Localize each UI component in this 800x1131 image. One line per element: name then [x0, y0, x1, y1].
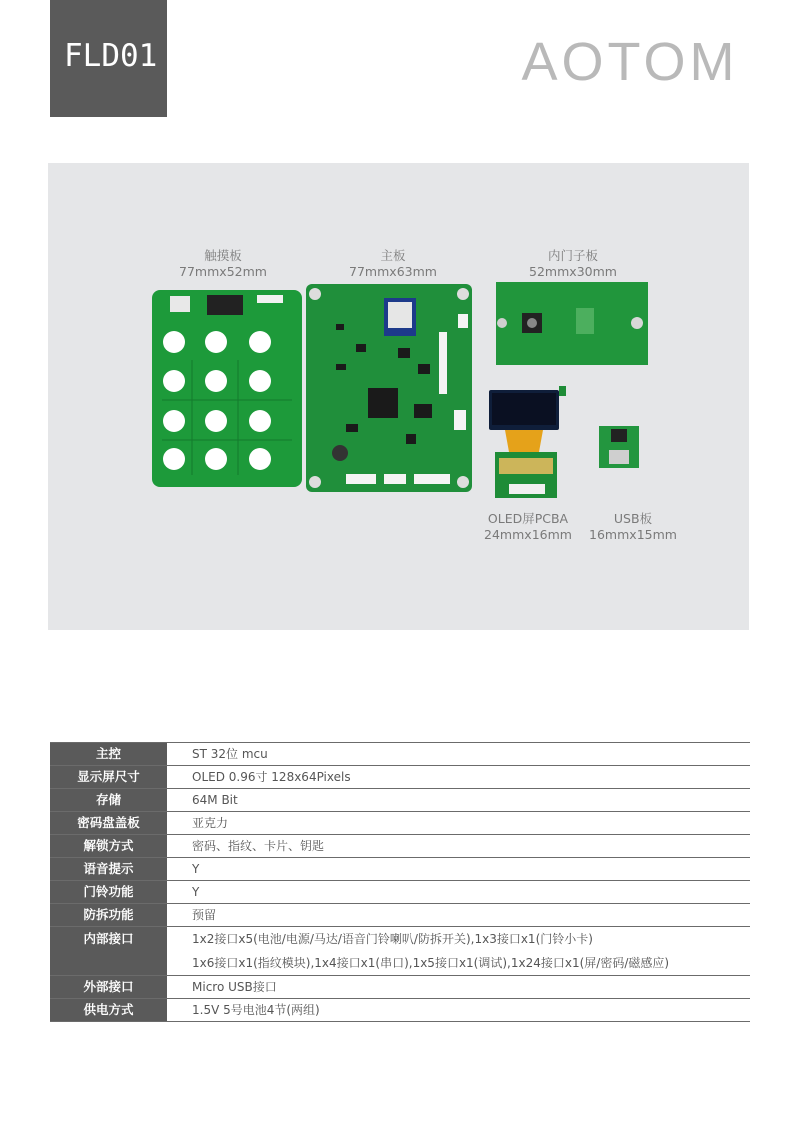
- spec-table: [50, 742, 750, 1022]
- main-board-name: 主板: [380, 248, 406, 263]
- usb-board-image: [599, 426, 639, 468]
- spec-row: [50, 998, 750, 1022]
- oled-name: OLED屏PCBA: [487, 511, 569, 526]
- spec-key: 外部接口: [50, 976, 167, 998]
- spec-key: 解锁方式: [50, 835, 167, 857]
- spec-row: [50, 788, 750, 811]
- spec-row: [50, 765, 750, 788]
- spec-value: OLED 0.96寸 128x64Pixels: [192, 770, 351, 784]
- inner-door-board-image: [496, 282, 648, 365]
- spec-value: Y: [192, 885, 200, 899]
- oled-pcba-image: [489, 386, 566, 499]
- model-badge: [50, 0, 167, 117]
- inner-board-size: 52mmx30mm: [529, 264, 617, 279]
- spec-value: 预留: [192, 908, 217, 922]
- model-code: FLD01: [64, 38, 158, 74]
- spec-value: Micro USB接口: [192, 980, 277, 994]
- usb-name: USB板: [613, 511, 653, 526]
- product-photo: [48, 163, 749, 630]
- touch-board-label: [168, 248, 278, 280]
- spec-key: 防拆功能: [50, 904, 167, 926]
- spec-key: 内部接口: [50, 927, 167, 975]
- spec-value: 密码、指纹、卡片、钥匙: [192, 839, 325, 853]
- spec-value: 1.5V 5号电池4节(两组): [192, 1003, 320, 1017]
- touch-board-size: 77mmx52mm: [179, 264, 267, 279]
- inner-board-label: [513, 248, 633, 280]
- spec-row: [50, 880, 750, 903]
- spec-value-line: 1x6接口x1(指纹模块),1x4接口x1(串口),1x5接口x1(调试),1x24接口x1(屏/密码/磁感应): [192, 956, 670, 970]
- spec-value-line: 1x2接口x5(电池/电源/马达/语音门铃喇叭/防拆开关),1x3接口x1(门铃小卡): [192, 932, 593, 946]
- main-board-image: [306, 284, 472, 492]
- inner-board-name: 内门子板: [547, 248, 598, 263]
- oled-label: [473, 511, 583, 543]
- main-board-label: [338, 248, 448, 280]
- touch-board-name: 触摸板: [204, 248, 242, 263]
- spec-row: [50, 857, 750, 880]
- spec-value: ST 32位 mcu: [192, 747, 268, 761]
- spec-key: 密码盘盖板: [50, 812, 167, 834]
- spec-row: [50, 834, 750, 857]
- spec-key: 存储: [50, 789, 167, 811]
- spec-key: 语音提示: [50, 858, 167, 880]
- usb-size: 16mmx15mm: [589, 527, 677, 542]
- spec-key: 门铃功能: [50, 881, 167, 903]
- touch-board-image: [152, 290, 302, 487]
- oled-size: 24mmx16mm: [484, 527, 572, 542]
- spec-row: [50, 742, 750, 765]
- spec-row: [50, 903, 750, 926]
- usb-label: [578, 511, 688, 543]
- spec-value: 64M Bit: [192, 793, 238, 807]
- spec-value: 亚克力: [192, 816, 229, 830]
- spec-key: 供电方式: [50, 999, 167, 1021]
- spec-value: Y: [192, 862, 200, 876]
- brand-logo: [500, 28, 760, 88]
- spec-row: [50, 975, 750, 998]
- spec-row: [50, 926, 750, 975]
- brand-name: AOTOM: [521, 32, 739, 88]
- spec-key: 主控: [50, 743, 167, 765]
- main-board-size: 77mmx63mm: [349, 264, 437, 279]
- spec-value: [179, 927, 750, 975]
- spec-row: [50, 811, 750, 834]
- spec-key: 显示屏尺寸: [50, 766, 167, 788]
